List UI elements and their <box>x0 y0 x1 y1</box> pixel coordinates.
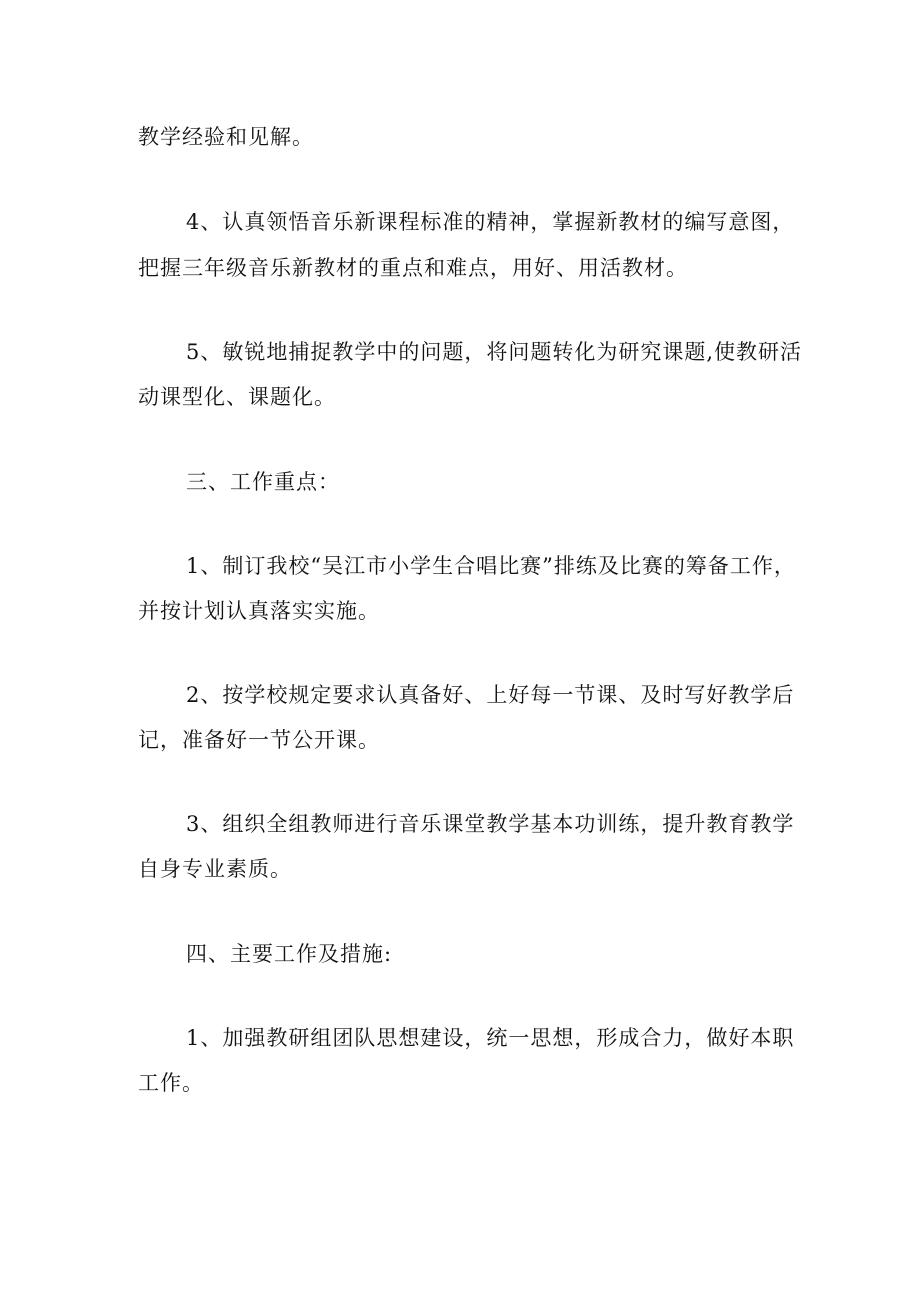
text-line: 1、制订我校“吴江市小学生合唱比赛”排练及比赛的筹备工作， <box>186 554 796 578</box>
text-line: 把握三年级音乐新教材的重点和难点，用好、用活教材。 <box>138 256 688 280</box>
text-line: 动课型化、课题化。 <box>138 385 336 409</box>
text-line: 2、按学校规定要求认真备好、上好每一节课、及时写好教学后 <box>186 683 795 707</box>
text-line: 教学经验和见解。 <box>138 125 314 149</box>
text-line: 4、认真领悟音乐新课程标准的精神，掌握新教材的编写意图， <box>186 210 795 234</box>
section-heading: 四、主要工作及措施: <box>186 942 393 966</box>
text-line: 工作。 <box>138 1071 204 1095</box>
text-line: 3、组织全组教师进行音乐课堂教学基本功训练，提升教育教学 <box>186 812 795 836</box>
text-line: 5、敏锐地捕捉教学中的问题，将问题转化为研究课题,使教研活 <box>186 340 803 364</box>
section-heading: 三、工作重点： <box>186 470 340 494</box>
text-line: 并按计划认真落实实施。 <box>138 599 380 623</box>
text-line: 1、加强教研组团队思想建设，统一思想，形成合力，做好本职 <box>186 1026 795 1050</box>
text-line: 记，准备好一节公开课。 <box>138 728 380 752</box>
text-line: 自身专业素质。 <box>138 857 292 881</box>
